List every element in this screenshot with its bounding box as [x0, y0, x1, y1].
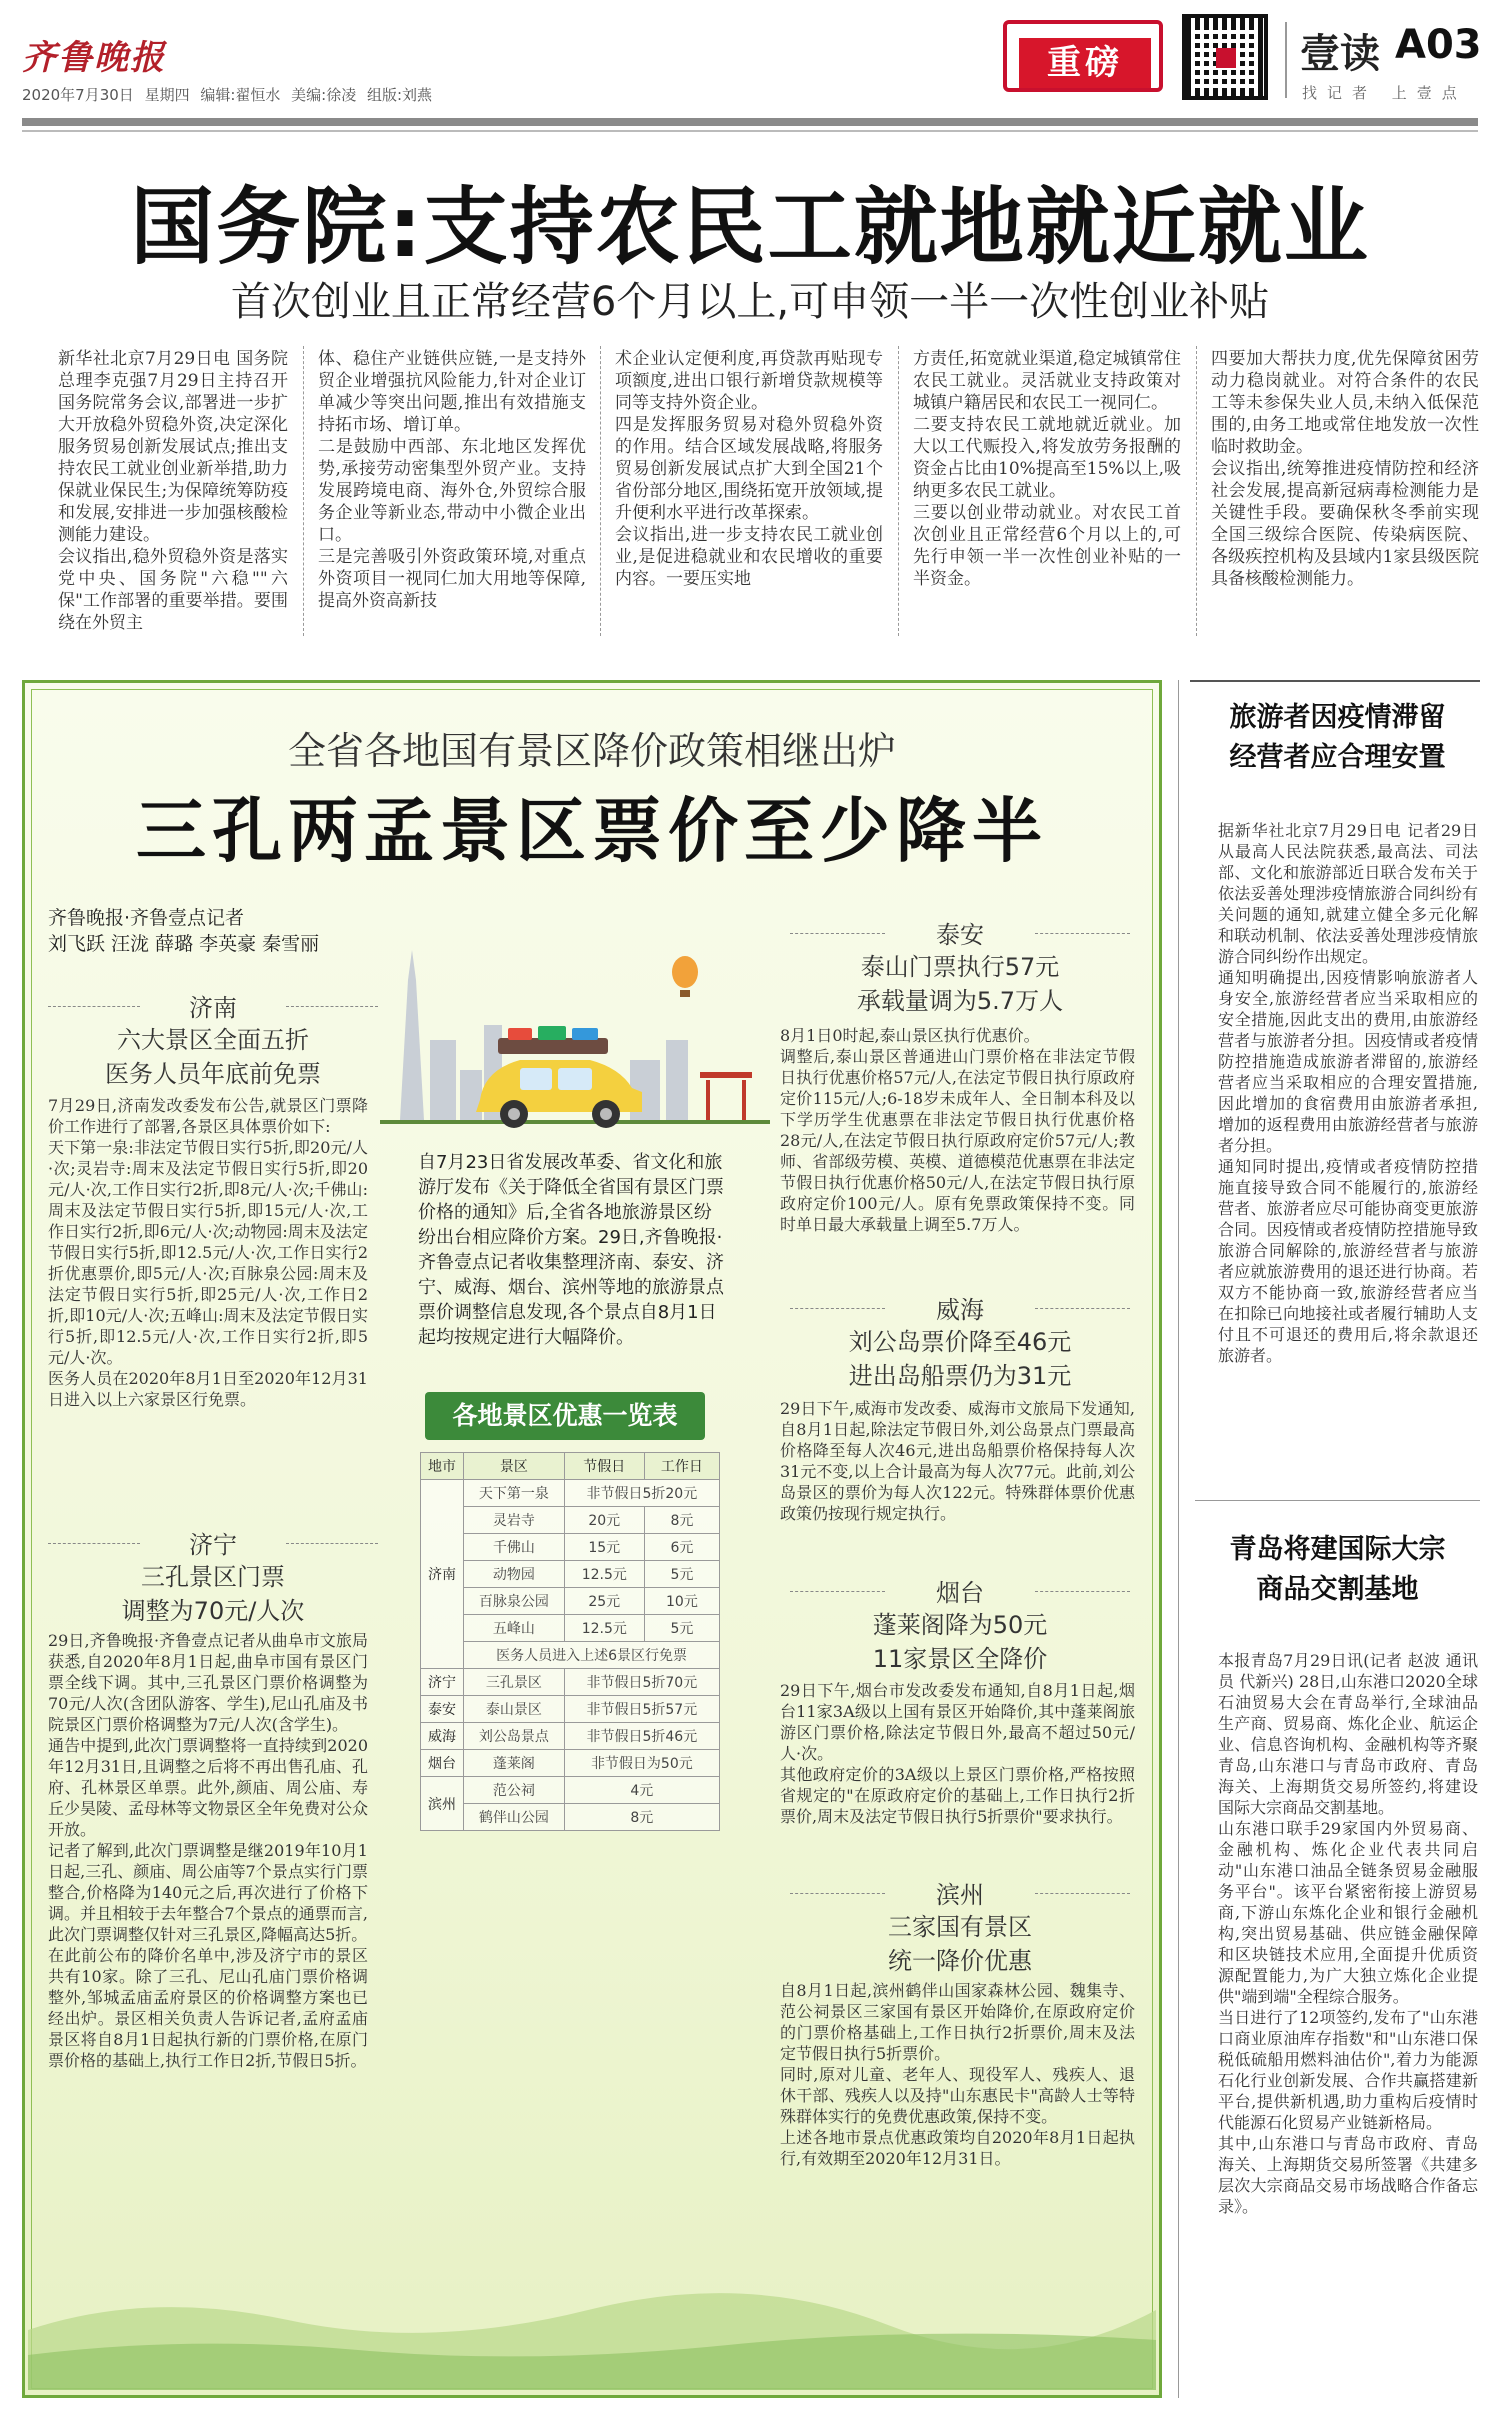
table-row: [421, 1561, 720, 1588]
sidebar-separator: [1195, 1500, 1480, 1501]
jining-head: [48, 1525, 378, 1628]
jinan-head: [48, 988, 378, 1091]
table-cell-holiday: 12.5元: [564, 1561, 644, 1588]
grass-decoration: [28, 2240, 1156, 2390]
torii-gate-icon: [700, 1072, 752, 1120]
section-banner: [1003, 20, 1163, 92]
table-cell-workday: 6元: [644, 1534, 719, 1561]
table-row: [421, 1642, 720, 1669]
table-cell-city: 济南: [421, 1480, 464, 1669]
table-cell-holiday: 20元: [564, 1507, 644, 1534]
yantai-title-2: 11家景区全降价: [872, 1645, 1048, 1673]
table-cell-scenic: 天下第一泉: [464, 1480, 565, 1507]
table-cell-workday: 5元: [644, 1561, 719, 1588]
byline-org: 齐鲁晚报·齐鲁壹点记者: [48, 907, 245, 929]
table-row: [421, 1777, 720, 1804]
table-cell-holiday: 25元: [564, 1588, 644, 1615]
taian-body: 8月1日0时起,泰山景区执行优惠价。 调整后,泰山景区普通进山门票价格在非法定节假日执行优惠价格57元/人,在法定节假日执行原政府定价115元/人;6-18岁未成年人、全日制本科及以下学历学生优惠票在非法定节假日执行优惠价格28元/人,在法定节假日执行原政府定价57元/人;教师、省部级劳模、英模、道德模范优惠票在非法定节假日执行优惠价格50元/人,在法定节假日执行原政府定价100元/人。原有免票政策保持不变。同时单日最大承载量上调至5.7万人。: [780, 1026, 1135, 1234]
jinan-title-2: 医务人员年底前免票: [105, 1060, 321, 1088]
jining-title-2: 调整为70元/人次: [121, 1597, 305, 1625]
table-cell-city: 烟台: [421, 1750, 464, 1777]
hot-air-balloon-icon: [672, 956, 698, 997]
table-cell-scenic: 刘公岛景点: [464, 1723, 565, 1750]
table-cell-holiday: 8元: [564, 1804, 719, 1831]
binzhou-head: [790, 1875, 1130, 1978]
jining-city: 济宁: [48, 1525, 378, 1560]
table-header-cell: 节假日: [564, 1453, 644, 1480]
lead-headline: 国务院:支持农民工就地就近就业: [130, 178, 1370, 276]
sidebar-story2-title: [1195, 1530, 1480, 1610]
discount-table: [420, 1452, 720, 1831]
yellow-car-icon: [476, 1026, 642, 1128]
story2-title-2: 商品交割基地: [1256, 1574, 1419, 1605]
column-name: 壹读: [1300, 31, 1380, 77]
masthead-meta: 2020年7月30日 星期四 编辑:翟恒水 美编:徐凌 组版:刘燕: [22, 86, 433, 104]
binzhou-body: 自8月1日起,滨州鹤伴山国家森林公园、魏集寺、范公祠景区三家国有景区开始降价,在原政府定价的门票价格基础上,工作日执行2折票价,周末及法定节假日执行5折票价。 同时,原对儿童、老年人、现役军人、残疾人、退休干部、残疾人以及持"山东惠民卡"高龄人士等特殊群体实行的免费优惠政策,保持不变。 上述各地市景点优惠政策均自2020年8月1日起执行,有效期至2020年12月31日。: [780, 1981, 1135, 2168]
taian-title-1: 泰山门票执行57元: [860, 953, 1060, 981]
table-row: [421, 1723, 720, 1750]
weihai-title-1: 刘公岛票价降至46元: [848, 1328, 1072, 1356]
lead-column-5: 四要加大帮扶力度,优先保障贫困劳动力稳岗就业。对符合条件的农民工等未参保失业人员,未纳入低保范围的,由务工地或常住地发放一次性临时救助金。 会议指出,统筹推进疫情防控和经济社会发展,提高新冠病毒检测能力是关键性手段。要确保秋冬季前实现全国三级综合医院、传染病医院、各级疾控机构及县域内1家县级医院具备核酸检测能力。: [1211, 349, 1479, 589]
jining-title-1: 三孔景区门票: [141, 1563, 285, 1591]
feature-byline: [48, 905, 378, 957]
road-line: [380, 1120, 770, 1124]
byline-names: 刘飞跃 汪泷 薛璐 李英豪 秦雪丽: [48, 933, 320, 955]
yantai-body: 29日下午,烟台市发改委发布通知,自8月1日起,烟台11家3A级以上国有景区开始降价,其中蓬莱阁旅游区门票价格,除法定节假日外,最高不超过50元/人·次。 其他政府定价的3A级以上景区门票价格,严格按照省规定的"在原政府定价的基础上,工作日执行2折票价,周末及法定节假日执行5折票价"要求执行。: [780, 1681, 1135, 1826]
qr-logo-icon: [1216, 48, 1236, 68]
jinan-city: 济南: [48, 988, 378, 1023]
taian-head: [790, 915, 1130, 1018]
table-title: 各地景区优惠一览表: [425, 1392, 705, 1440]
table-cell-scenic: 千佛山: [464, 1534, 565, 1561]
weihai-city: 威海: [790, 1290, 1130, 1325]
table-cell-city: 威海: [421, 1723, 464, 1750]
binzhou-city: 滨州: [790, 1875, 1130, 1910]
table-row: [421, 1669, 720, 1696]
table-row: [421, 1804, 720, 1831]
editor-line: 找记者 上壹点: [1302, 84, 1467, 102]
taian-title-2: 承载量调为5.7万人: [856, 987, 1064, 1015]
feature-title: 三孔两孟景区票价至少降半: [136, 790, 1048, 872]
column-separator: [303, 346, 304, 636]
table-cell-city: 滨州: [421, 1777, 464, 1831]
yantai-title-1: 蓬莱阁降为50元: [872, 1611, 1048, 1639]
lead-column-3: 术企业认定便利度,再贷款再贴现专项额度,进出口银行新增贷款规模等同等支持外资企业。 四是发挥服务贸易对稳外贸稳外资的作用。结合区域发展战略,将服务贸易创新发展试点扩大到全国21个省份部分地区,围绕拓宽开放领域,提升便利水平进行改革探索。 会议指出,进一步支持农民工就业创业,是促进稳就业和农民增收的重要内容。一要压实地: [615, 349, 883, 589]
table-header-cell: 地市: [421, 1453, 464, 1480]
table-cell-holiday: 非节假日5折20元: [564, 1480, 719, 1507]
lead-column-1: 新华社北京7月29日电 国务院总理李克强7月29日主持召开国务院常务会议,部署进一步扩大开放稳外贸稳外资,决定深化服务贸易创新发展试点;推出支持农民工就业创业新举措,助力保就业保民生;为保障统筹防疫和发展,安排进一步加强核酸检测能力建设。 会议指出,稳外贸稳外资是落实党中央、国务院"六稳""六保"工作部署的重要举措。要围绕在外贸主: [58, 349, 288, 633]
column-separator: [600, 346, 601, 636]
table-cell-holiday: 15元: [564, 1534, 644, 1561]
jinan-title-1: 六大景区全面五折: [117, 1026, 309, 1054]
taian-city: 泰安: [790, 915, 1130, 950]
travel-illustration: [380, 920, 770, 1150]
binzhou-title-2: 统一降价优惠: [888, 1947, 1032, 1975]
table-cell-holiday: 非节假日为50元: [564, 1750, 719, 1777]
table-row: [421, 1507, 720, 1534]
table-cell-scenic: 蓬莱阁: [464, 1750, 565, 1777]
feature-kicker: 全省各地国有景区降价政策相继出炉: [287, 729, 896, 773]
jinan-body: 7月29日,济南发改委发布公告,就景区门票降价工作进行了部署,各景区具体票价如下: 天下第一泉:非法定节假日实行5折,即20元/人·次;灵岩寺:周末及法定节假日实行5折,即20元/人·次,工作日实行2折,即8元/人·次;千佛山:周末及法定节假日实行5折,即15元/人·次,工作日实行2折,即6元/人·次;动物园:周末及法定节假日实行5折,即12.5元/人·次,工作日实行2折优惠票价,即5元/人·次;百脉泉公园:周末及法定节假日实行5折,即25元/人·次,工作日2折,即10元/人·次;五峰山:周末及法定节假日实行5折,即12.5元/人·次,工作日实行2折,即5元/人·次。 医务人员在2020年8月1日至2020年12月31日进入以上六家景区行免票。: [48, 1096, 368, 1409]
table-cell-scenic: 百脉泉公园: [464, 1588, 565, 1615]
table-cell-holiday: 非节假日5折46元: [564, 1723, 719, 1750]
jining-body: 29日,齐鲁晚报·齐鲁壹点记者从曲阜市文旅局获悉,自2020年8月1日起,曲阜市国有景区门票全线下调。其中,三孔景区门票价格调整为70元/人次(含团队游客、学生),尼山孔庙及书院景区门票价格调整为7元/人次(含学生)。 通告中提到,此次门票调整将一直持续到2020年12月31日,且调整之后将不再出售孔庙、孔府、孔林景区单票。此外,颜庙、周公庙、寿丘少昊陵、孟母林等文物景区全年免费对公众开放。 记者了解到,此次门票调整是继2019年10月1日起,三孔、颜庙、周公庙等7个景点实行门票整合,价格降为140元之后,再次进行了价格下调。并且相较于去年整合7个景点的通票而言,此次门票调整仅针对三孔景区,降幅高达5折。 在此前公布的降价名单中,涉及济宁市的景区共有10家。除了三孔、尼山孔庙门票价格调整外,邹城孟庙孟府景区的价格调整方案也已经出炉。景区相关负责人告诉记者,孟府孟庙景区将自8月1日起执行新的门票价格,在原门票价格的基础上,执行工作日2折,节假日5折。: [48, 1631, 368, 2070]
table-header-cell: 工作日: [644, 1453, 719, 1480]
column-separator: [1196, 346, 1197, 636]
yantai-head: [790, 1573, 1130, 1676]
table-cell-city: 济宁: [421, 1669, 464, 1696]
table-row: [421, 1480, 720, 1507]
binzhou-title-1: 三家国有景区: [888, 1913, 1032, 1941]
table-row: [421, 1750, 720, 1777]
qr-code-icon: [1182, 14, 1268, 100]
table-cell-scenic: 泰山景区: [464, 1696, 565, 1723]
table-cell-scenic: 医务人员进入上述6景区行免票: [464, 1642, 720, 1669]
table-row: [421, 1615, 720, 1642]
page-number: A03: [1395, 22, 1482, 68]
table-cell-scenic: 灵岩寺: [464, 1507, 565, 1534]
table-row: [421, 1588, 720, 1615]
weihai-title-2: 进出岛船票仍为31元: [848, 1362, 1072, 1390]
table-row: [421, 1534, 720, 1561]
table-cell-scenic: 动物园: [464, 1561, 565, 1588]
table-cell-holiday: 非节假日5折57元: [564, 1696, 719, 1723]
masthead-divider: [1285, 22, 1287, 98]
lead-column-2: 体、稳住产业链供应链,一是支持外贸企业增强抗风险能力,针对企业订单减少等突出问题,推出有效措施支持拓市场、增订单。 二是鼓励中西部、东北地区发挥优势,承接劳动密集型外贸产业。支持发展跨境电商、海外仓,外贸综合服务企业等新业态,带动中小微企业出口。 三是完善吸引外资政策环境,对重点外资项目一视同仁加大用地等保障,提高外资高新技: [318, 349, 586, 611]
feature-intro: 自7月23日省发展改革委、省文化和旅游厅发布《关于降低全省国有景区门票价格的通知》后,全省各地旅游景区纷纷出台相应降价方案。29日,齐鲁晚报·齐鲁壹点记者收集整理济南、泰安、济宁、威海、烟台、滨州等地的旅游景点票价调整信息发现,各个景点自8月1日起均按规定进行大幅降价。: [418, 1152, 724, 1348]
lead-column-4: 方责任,拓宽就业渠道,稳定城镇常住农民工就业。灵活就业支持政策对城镇户籍居民和农民工一视同仁。 二要支持农民工就地就近就业。加大以工代赈投入,将发放劳务报酬的资金占比由10%提高至15%以上,吸纳更多农民工就业。 三要以创业带动就业。对农民工首次创业且正常经营6个月以上的,可先行申领一半一次性创业补贴的一半资金。: [913, 349, 1181, 589]
top-rule: [22, 118, 1478, 126]
top-rule-thin: [22, 130, 1478, 132]
table-cell-city: 泰安: [421, 1696, 464, 1723]
table-cell-scenic: 范公祠: [464, 1777, 565, 1804]
section-label: 重磅: [1019, 38, 1151, 88]
story1-title-1: 旅游者因疫情滞留: [1229, 702, 1446, 733]
table-row: [421, 1696, 720, 1723]
column-separator: [898, 346, 899, 636]
table-cell-workday: 5元: [644, 1615, 719, 1642]
table-cell-workday: 10元: [644, 1588, 719, 1615]
table-cell-workday: 8元: [644, 1507, 719, 1534]
table-cell-holiday: 非节假日5折70元: [564, 1669, 719, 1696]
lead-subhead: 首次创业且正常经营6个月以上,可申领一半一次性创业补贴: [230, 279, 1270, 325]
yantai-city: 烟台: [790, 1573, 1130, 1608]
weihai-body: 29日下午,威海市发改委、威海市文旅局下发通知,自8月1日起,除法定节假日外,刘公岛景点门票最高价格降至每人次46元,进出岛船票价格保持每人次31元不变,以上合计最高为每人次77元。此前,刘公岛景区的票价为每人次122元。特殊群体票价优惠政策仍按现行规定执行。: [780, 1399, 1135, 1523]
table-cell-scenic: 三孔景区: [464, 1669, 565, 1696]
story2-title-1: 青岛将建国际大宗: [1229, 1534, 1446, 1565]
weihai-head: [790, 1290, 1130, 1393]
table-header-row: [421, 1453, 720, 1480]
sidebar-divider: [1178, 680, 1179, 2398]
sidebar-story2-body: 本报青岛7月29日讯(记者 赵波 通讯员 代新兴) 28日,山东港口2020全球石油贸易大会在青岛举行,全球油品生产商、贸易商、炼化企业、航运企业、信息咨询机构、金融机构等齐聚青岛,山东港口与青岛市政府、青岛海关、上海期货交易所签约,将建设国际大宗商品交割基地。 山东港口联手29家国内外贸易商、金融机构、炼化企业代表共同启动"山东港口油品全链条贸易金融服务平台"。该平台紧密衔接上游贸易商,下游山东炼化企业和银行金融机构,突出贸易基础、供应链金融保障和区块链技术应用,全面提升优质资源配置能力,为广大独立炼化企业提供"端到端"全程综合服务。 当日进行了12项签约,发布了"山东港口商业原油库存指数"和"山东港口保税低硫船用燃料油估价",着力为能源石化行业创新发展、合作共赢搭建新平台,提供新机遇,助力重构后疫情时代能源石化贸易产业链新格局。 其中,山东港口与青岛市政府、青岛海关、上海期货交易所签署《共建多层次大宗商品交易市场战略合作备忘录》。: [1218, 1651, 1478, 2216]
table-cell-scenic: 五峰山: [464, 1615, 565, 1642]
sidebar-story1-body: 据新华社北京7月29日电 记者29日从最高人民法院获悉,最高法、司法部、文化和旅游部近日联合发布关于依法妥善处理涉疫情旅游合同纠纷有关问题的通知,就建立健全多元化解和联动机制、依法妥善处理涉疫情旅游合同纠纷作出规定。 通知明确提出,因疫情影响旅游者人身安全,旅游经营者应当采取相应的安全措施,因此支出的费用,由旅游经营者与旅游者分担。因疫情或者疫情防控措施造成旅游者滞留的,旅游经营者应当采取相应的合理安置措施,因此增加的食宿费用由旅游者承担,增加的返程费用由旅游经营者与旅游者分担。 通知同时提出,疫情或者疫情防控措施直接导致合同不能履行的,旅游经营者、旅游者应尽可能协商变更旅游合同。因疫情或者疫情防控措施导致旅游合同解除的,旅游经营者与旅游者应就旅游费用的退还进行协商。若双方不能协商一致,旅游经营者应当在扣除已向地接社或者履行辅助人支付且不可退还的费用后,将余款退还旅游者。: [1218, 821, 1478, 1365]
sidebar-story1-title: [1195, 698, 1480, 778]
table-header-cell: 景区: [464, 1453, 565, 1480]
sidebar-top-rule: [1190, 680, 1480, 682]
table-cell-scenic: 鹤伴山公园: [464, 1804, 565, 1831]
table-cell-holiday: 4元: [564, 1777, 719, 1804]
table-cell-holiday: 12.5元: [564, 1615, 644, 1642]
story1-title-2: 经营者应合理安置: [1229, 742, 1446, 773]
masthead-brand: 齐鲁晚报: [22, 38, 166, 78]
